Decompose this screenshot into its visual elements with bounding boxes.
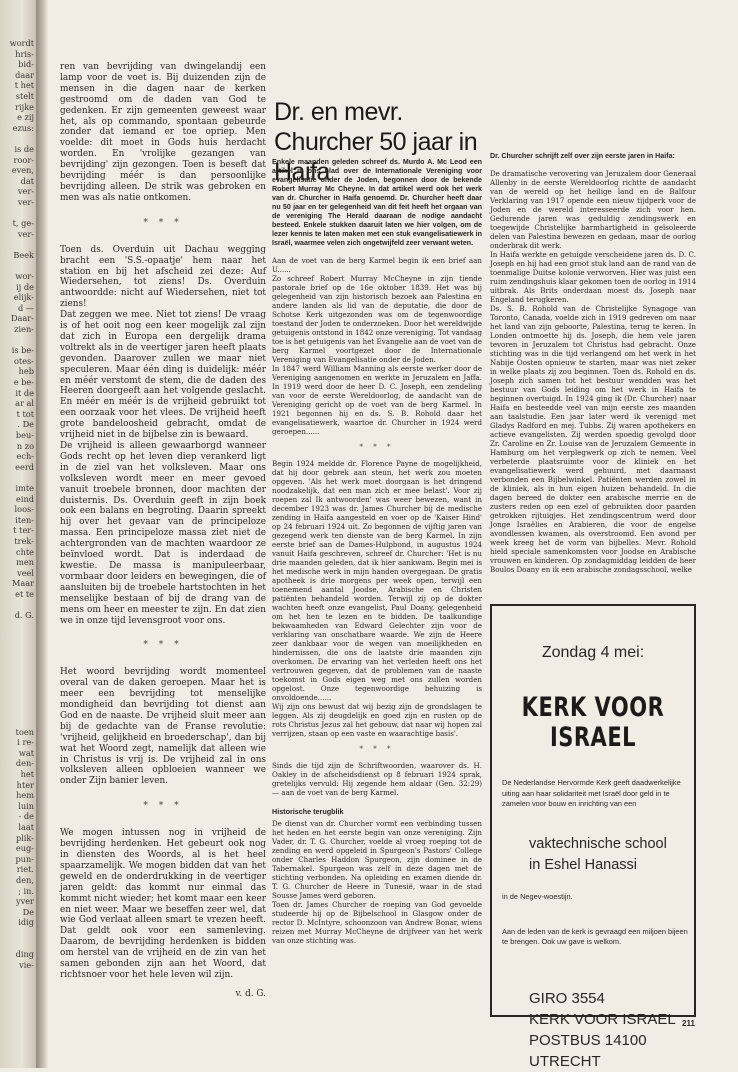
fragment-line: ezus: [12,122,34,133]
fragment-line: stelt [15,90,34,101]
fragment-line: trek- [14,535,34,546]
fragment-line: eerd [15,461,34,472]
section-separator: * * * [359,443,395,451]
fragment-line [0,663,36,674]
fragment-line [0,938,36,949]
fragment-line: n zo [16,440,34,451]
ad-date-line: Zondag 4 mei: [541,644,645,661]
fragment-line: e be- [13,377,34,387]
fragment-line: bid- [18,59,34,70]
fragment-line: toen [15,726,34,737]
fragment-line [0,684,36,695]
fragment-line: eind [16,493,34,504]
fragment-line: d — [17,302,34,313]
fragment-line: loos- [14,504,34,515]
paragraph: Het woord bevrijding wordt momenteel overal van de daken geroepen. Maar het is meer een bevrijding tot menselijke mondigheid dan bevrijding tot dienst aan God en de naaste. De vrijheid sluit meer aan bij de gedachte van de Franse revolutie: 'vrijheid, gelijkheid en broederschap', dan bij wat het Woord zegt, namelijk dat alleen wie in Christus is vrij is. De vrijheid zal in ons volksleven alleen opbloeien wanneer we onder Zijn banier leven. [60,667,266,787]
subheading: Historische terugblik [272,807,344,816]
article-middle-column [272,158,482,945]
fragment-line [0,599,36,610]
fragment-line: ver- [17,196,34,207]
fragment-line [0,705,36,716]
paragraph: We mogen intussen nog in vrijheid de bevrijding herdenken. Het gebeurt ook nog in diensten des Woords, al is het heel spaarzamelijk. We mogen bidden dat van het geweld en de onderdrukking in de veertiger jaren geldt: das kommt nur einmal das kommt nicht wieder; het komt maar een keer en niet weer. Maar we beseffen zeer wel, dat wie God verlaat alleen smart te vrezen heeft. Dat geldt ook voor een samenleving. Daarom, de bevrijding herdenken is bidden om herstel van de vrijheid en de zin van het samen gebonden zijn aan het Woord, dat richtsnoer voor het hele leven wil zijn. [60,828,266,980]
fragment-line: wat [18,747,34,758]
fragment-line [0,695,36,706]
fragment-line: men [16,557,34,568]
fragment-line: laat [18,821,34,832]
fragment-line: iten- [15,514,34,525]
fragment-line [0,652,36,663]
right-column-intro: Dr. Churcher schrijft zelf over zijn eerste jaren in Haifa: [490,152,675,160]
fragment-line: dat [20,175,34,186]
fragment-line [0,239,36,250]
fragment-line: luin [18,800,34,811]
ad-region: in de Negev-woestijn. [502,891,573,901]
fragment-line: hris- [15,48,34,59]
fragment-line: et te [15,588,34,599]
fragment-line: Maar [11,578,34,589]
fragment-line: t, ge- [12,218,34,229]
fragment-line: het [20,768,34,779]
paragraph: ren van bevrijding van dwingelandij een lamp voor de voet is. Bij duizenden zijn de mensen in die dagen naar de kerken gestroomd om de daden van God te gedenken. Er zijn gemeenten geweest waar het, als op commando, spontaan gebeurde zonder dat iemand er toe opriep. Men voelde: dit moet in Gods huis herdacht worden. En 'vrolijke gezangen van bevrijding' zijn gezongen. Toen is beseft dat bevrijding méér is dan persoonlijke bevrijding alleen. De strik was gebroken en men was als natie ontkomen. [60,62,266,203]
ad-body-text: De Nederlandse Hervormde Kerk geeft daadwerkelijke uiting aan haar solidariteit met Israël door geld in te zamelen voor bouw en inrichting van een [502,778,681,808]
section-separator: * * * [143,217,183,228]
section-separator: * * * [143,801,183,812]
ad-giro-address [529,988,694,1072]
paragraph: In 1847 werd William Manning als eerste werker door de Vereniging aangenomen en werkte in Jeruzalem en Jaffa. In 1919 werd door de heer D. C. Joseph, een zendeling van voor de eerste Wereldoorlog, de aandacht van de Vereniging gericht op de voet van de berg Karmel. In 1921 begonnen hij en ds. S. B. Rohold daar het evangelisatiewerk, waartoe dr. Churcher in 1924 werd geroepen...... [272,364,482,436]
ad-school-line: vaktechnische school [529,835,667,852]
ad-giro-line: POSTBUS 14100 [529,1031,647,1049]
fragment-line: eug- [15,843,34,854]
paragraph: Begin 1924 meldde dr. Florence Payne de mogelijkheid, dat hij door gebrek aan steun, het werk zou moeten opgeven. 'Als het werk moet doorgaan is het dringend noodzakelijk, dat een man zich er mee belast'. Voor zij roepen zal Ik antwoorden' was weer bewezen, want in december 1923 was dr. James Churcher bij de medische zending in Haifa aangesteld en voer op de 'Kaiser Hind' op 24 februari 1924 uit. Zo begonnen de vijftig jaren van gezegend werk ten dienste van de berg Karmel. In zijn eerste brief aan de Dames-Hulpbond, in augustus 1924 vanuit Haifa geschreven, schreef dr. Churcher: 'Het is nu drie maanden geleden, dat ik hier aankwam. Begin mei is het medische werk in mijn handen overgegaan. De gratis apotheek is drie morgens per week open, terwijl een toenemend aantal Joodse, Arabische en Christen patiënten behandeld worden. Terwijl zij op de dokter wachten heeft onze evangelist, Paul Doany, gelegenheid om het hen te lezen en te bidden. De taalkundige bekwaamheden van Edward Gelechter zijn voor de verklaring van onschatbare waarde. We zijn de Heere zeer dankbaar voor de wegen van moeilijkheden en hindernissen, die ons de laatste drie maanden zijn overkomen. De ervaring van het verleden heeft ons het vertrouwen gegeven, dat de problemen van de naaste toekomst in Gods eigen weg met ons zullen worden opgelost. Onze tegenwoordige behuizing is onvoldoende...... [272,459,482,702]
fragment-line: ech- [16,451,34,462]
paragraph: Toen dr. James Churcher de roeping van God gevoelde studeerde hij op de Bijbelschool in Glasgow onder de rector D. McIntyre, schoonzoon van Andrew Bonar, wiens reizen met Murray McCheyne de drijfveer van het werk van onze stichting was. [272,900,482,945]
fragment-line: veel [17,567,34,578]
paragraph: Dat zeggen we mee. Niet tot ziens! De vraag is of het ooit nog een keer mogelijk zal zijn dat zich in Europa een dergelijk drama voltrekt als in de veertiger jaren heeft plaats gevonden. Daarover zullen we maar niet speculeren. Maar één ding is duidelijk: méér en méér verstomt de stem, die de daden des Heeren doorgeeft aan het volgende geslacht. En méér en méér is de vrijheid gebruikt tot een oorzaak voor het vlees. De vrijheid heeft grote bandeloosheid gebracht, omdat de vrijheid niet in de bijbelse zin is bewaard. [60,310,266,441]
fragment-line: ij de [16,281,34,292]
fragment-line: wordt [9,38,34,48]
fragment-line: t ter- [13,525,34,536]
left-column [60,62,266,1000]
fragment-line [0,716,36,727]
paragraph: In Haifa werkte en getuigde verscheidene jaren ds. D. C. Joseph en hij had een groot stuk land aan de rand van de toenmalige Duitse kolonie verworven. Hier was juist een ruim zendingshuis klaar gekomen toen de oorlog in 1914 uitbrak. Als Brits onderdaan moest ds. Joseph naar Engeland terugkeren. [490,250,696,304]
fragment-line: beu- [15,429,34,440]
paragraph: Zo schreef Robert Murray McCheyne in zijn tiende pastorale brief op de 16e oktober 1839. Het was bij gelegenheid van zijn historisch bezoek aan Palestina en andere landen als lid van de deputatie, die door de Schotse Kerk uitgezonden was om de tegenwoordige toestand der Joden te onderzoeken. Door het wereldwijde getuigenis ontstond in 1842 onze vereniging. Tot vandaag toe is het getuigenis van het Evangelie aan de voet van de berg Karmel voortgezet door de Internationale Vereniging van Evangelisatie onder de Joden. [272,274,482,364]
fragment-line: idig [18,917,34,928]
fragment-line: - de [18,811,34,822]
fragment-line [0,472,36,483]
ad-appeal-text: Aan de leden van de kerk is gevraagd een miljoen bijeen te brengen. Ook uw gave is welkom. [502,926,688,946]
fragment-line [0,133,36,144]
fragment-line: vie- [19,959,34,970]
fragment-line: wor- [15,271,34,282]
section-separator: * * * [143,640,183,651]
fragment-line [0,208,36,219]
fragment-line: . De [17,419,34,430]
signature: v. d. G. [235,988,266,999]
fragment-line: ar al [15,398,34,409]
fragment-line: is de [14,143,34,154]
fragment-line: den, [16,874,34,885]
fragment-line: it de [15,387,34,398]
fragment-line: t het [14,80,34,91]
fragment-line: ; in. [18,885,34,896]
fragment-line: riet. [16,864,34,875]
fragment-line: chte [16,546,34,557]
ad-giro-line: GIRO 3554 [529,989,605,1007]
fragment-line [0,260,36,271]
paragraph: Ds. S. B. Rohold van de Christelijke Synagoge van Toronto, Canada, voelde zich in 1919 gedreven om naar het land van zijn geboorte, Palestina, terug te keren. In Londen ontmoette hij ds. Joseph, die hem vele jaren tevoren in Jeruzalem tot Christus had gebracht. Onze stichting was in die tijd verlangend om het werk in het Nabije Oosten opnieuw te starten, maar was niet zeker in welke plaats zij zou beginnen. Toen ds. Rohold en ds. Joseph zich samen tot het bestuur wendden was het bestuur van Gods leiding om het werk in Haifa te beginnen overtuigd. In 1924 ging ik (Dr. Churcher) naar Haifa en besteedde veel van mijn eerste zes maanden aan taalstudie. Een jaar later werd ik verenigd met Gladys Radford en mej. Tubbs. Zij waren apothekers en actieve evangelisten. Zij werden spoedig gevolgd door Zr. Caroline en Zr. Louise van de Jeruzalem Gemeente in Hamburg om het verplegwerk op zich te nemen. Veel verbeterde plaatsruimte voor de kliniek en het evangelisatiewerk werd gehuurd, met daarnaast verbonden een Bijbelwinkel. Patiënten werden zowel in de kliniek, als in hun eigen huizen behandeld. In die dagen bereed de dokter een arabische merrie en de zusters reden op een ezel of gebruikten door paarden getrokken rijtuigjes. Het zendingscentrum werd door Jonge Israëlies en Arabieren, die voor de engelse avondlessen kwamen, als overstroomd. Een avond per week kreeg het de vorm van bijbelles. Mevr. Rohold hield speciale samenkomsten voor Joodse en Arabische vrouwen en kinderen. Op zondagmiddag leidden de heer Boulos Doany en ik een arabische zondagsschool, welke [490,304,696,574]
previous-page-spine [0,0,36,1068]
fragment-line: i re- [17,737,34,748]
paragraph: Toen ds. Overduin uit Dachau wegging bracht een 'S.S.-opaatje' hem naar het station en bij het afscheid zei deze: Auf Wiedersehen, tot ziens! Ds. Overduin antwoordde: nicht auf Wiedersehen, niet tot ziens! [60,244,266,310]
fragment-line: De [22,906,34,917]
fragment-line: yver [15,896,34,907]
fragment-line: Daar- [10,313,34,324]
binding-gutter [36,0,48,1068]
paragraph: Sinds die tijd zijn de Schriftwoorden, waarover ds. H. Oakley in de afscheidsdienst op 8 februari 1924 sprak, gretelijks vervuld: Hij zegende hem aldaar (Gen. 32:29) — aan de voet van de berg Karmel. [272,761,482,797]
fragment-line: ding [15,949,34,960]
ad-title: KERK VOOR ISRAEL [521,692,665,752]
fragment-line [0,621,36,632]
fragment-line: daar [15,69,34,80]
fragment-line: pun- [15,853,34,864]
page-number: 211 [682,1019,695,1028]
article-intro: Enkele maanden geleden schreef ds. Murdo A. Mc Leod een artikel in ons blad over de Internationale Vereniging voor evangelisatie onder de Joden, begonnen door de bekende Robert Murray Mc Cheyne. In dat artikel werd ook het werk van dr. Churcher in Haifa genoemd. Dr. Churcher heeft daar nu 50 jaar en ter gelegenheid van dit feit heeft het orgaan van de vereniging The Herald daaraan de nodige aandacht besteed. Enkele stukken daaruit laten we hier volgen, om de lezer kennis te laten maken met een stuk evangelisatiewerk in Israël, waarmee velen zich ongetwijfeld zeer verwant weten. [272,158,482,247]
fragment-line: hem [16,790,34,801]
fragment-line: zien- [14,324,34,335]
fragment-line [0,642,36,653]
fragment-line: Beek [13,249,34,260]
fragment-line: roor- [13,154,34,165]
ad-giro-line: KERK VOOR ISRAEL [529,1010,676,1028]
fragment-line [0,928,36,939]
article-right-column [490,152,696,574]
ad-giro-line: UTRECHT [529,1052,601,1070]
fragment-line [0,674,36,685]
fragment-line: ver- [17,186,34,197]
fragment-line: imte [15,482,34,493]
fragment-line [0,335,36,346]
fragment-line: e zij [17,112,34,123]
fragment-line: heb [18,366,34,377]
fragment-line: ver- [17,228,34,239]
fragment-line: t tot [16,408,34,419]
paragraph: De vrijheid is alleen gewaarborgd wanneer Gods recht op het leven diep verankerd ligt in de ziel van het volksleven. Maar ons volksleven wordt meer en meer gevoed vanuit troebele bronnen, door machten der duisternis. Ds. Overduin geeft in zijn boek ook een balans en begroting. Daarin spreekt hij over het gevaar van de principeloze massa. Een principeloze massa ziet niet de achtergronden van de machten waardoor ze beïnvloed wordt. Dat is inderdaad de kwestie. De massa is manipuleerbaar, vormbaar door leiders en bewegingen, die of aansluiten bij de troebele hartstochten in het menselijke bestaan of bij de drang van de mens om heer en meester te zijn. En dat zien we in onze tijd levensgroot voor ons. [60,441,266,626]
section-separator: * * * [359,745,395,753]
fragment-line: den- [15,758,34,769]
fragment-line: hter [16,779,34,790]
fragment-line: is be- [11,345,34,356]
paragraph: De dienst van dr. Churcher vormt een verbinding tussen het heden en het eerste begin van onze vereniging. Zijn Vader, dr. T. G. Churcher, voelde al vroeg roeping tot de zending en werd opgeleid in Spurgeon's Pastors' College onder Charles Haddon Spurgeon, zijn dominee in de Tabernakel. Spurgeon was zelf in deze dagen met de stichting verbonden. Na opleiding en examen diende dr. T. G. Churcher de Heere in Tunesië, waar in de stad Sousse James werd geboren. [272,819,482,900]
paragraph: De dramatische verovering van Jeruzalem door Generaal Allenby in de eerste Wereldoorlog richtte de aandacht van de wereld op het heilige land en de Balfour Verklaring van 1917 opende een nieuw tijdperk voor de Joden en de wereld interesseerde zich voor hen. Gedurende jaren was geduldig zendingswerk en toegewijde Christelijke barmhartigheid in geïsoleerde delen van Palestina bewezen en gedaan, maar de oorlog onderbrak dit werk. [490,169,696,250]
article-headline: Dr. en mevr. Churcher 50 jaar in Haifa [274,97,478,186]
paragraph: Wij zijn ons bewust dat wij bezig zijn de grondslagen te leggen. Als zij deugdelijk en goed zijn en rusten op de rots Christus Jezus zal het gebouw, dat naar wij hopen zal verrijzen, staan op een vaste en waarachtige basis'. [272,702,482,738]
fragment-line: otes- [13,355,34,366]
fragment-line: rijke [15,101,34,112]
fragment-line: elijk- [13,292,34,303]
fragment-line: d. G. [14,610,34,621]
fragment-line: even, [11,165,34,176]
fragment-line: plik- [15,832,34,843]
ad-school-line: in Eshel Hanassi [529,856,637,873]
previous-page-text-fragments [0,0,36,970]
paragraph: Aan de voet van de berg Karmel begin ik een brief aan U...... [272,256,482,274]
fragment-line [0,631,36,642]
ad-school-name [529,834,694,876]
